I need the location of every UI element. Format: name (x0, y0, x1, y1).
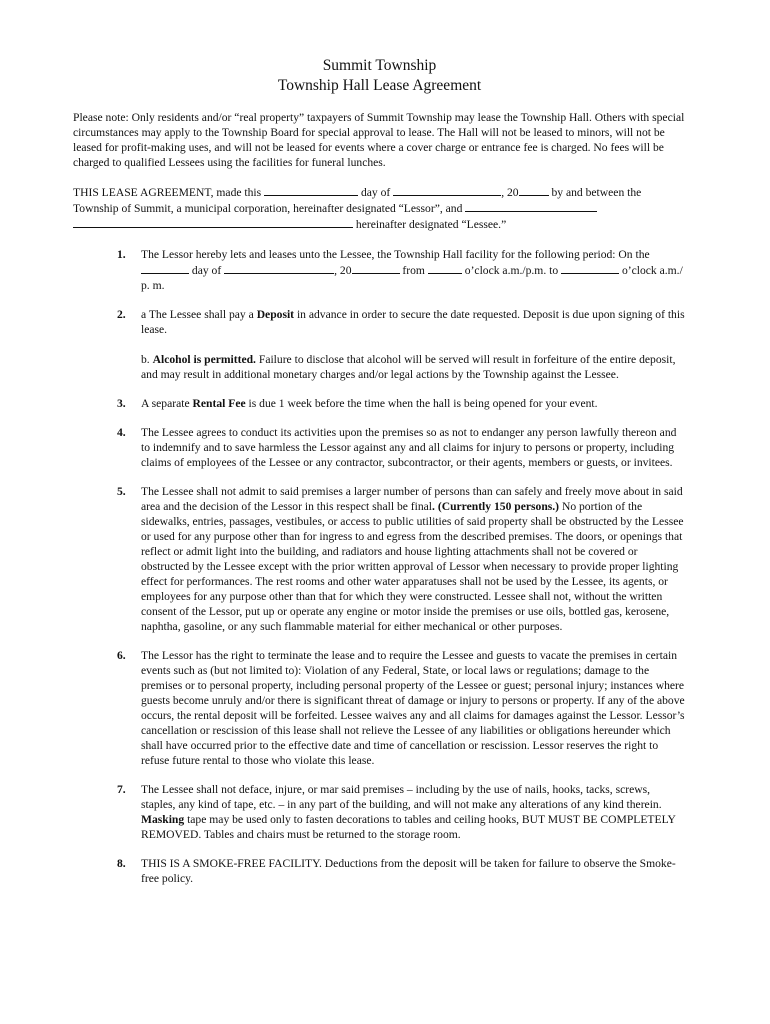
masking-term: Masking (141, 813, 185, 826)
clause-5 (117, 484, 686, 634)
lease-date-year-blank[interactable] (519, 184, 549, 196)
clause-2b-text: Failure to disclose that alcohol will be served will result in forfeiture of the entire deposit, and may result in additional monetary charges and/or legal actions by the Township against the Lessee. (141, 353, 676, 381)
clause-number: 8. (117, 857, 126, 870)
eligibility-note: Please note: Only residents and/or “real property” taxpayers of Summit Township may lease the Township Hall. Others with special circumstances may apply to the Township Board for special approval to lease. The Hall will not be leased to minors, will not be leased for profit-making uses, and will not be leased for events where a cover charge or entrance fee is charged. No fees will be charged to qualified Lessees using the facilities for funeral lunches. (73, 111, 685, 169)
clause-1-text-1: The Lessor hereby lets and leases unto the Lessee, the Township Hall facility for the following period: On the (141, 248, 650, 261)
document-title-agreement: Township Hall Lease Agreement (277, 77, 482, 94)
parties-text-4: by and between the Township of Summit, a municipal corporation, hereinafter designated “Lessor”, and (73, 186, 642, 215)
clause-body (141, 307, 686, 382)
clause-body: THIS IS A SMOKE-FREE FACILITY. Deductions from the deposit will be taken for failure to observe the Smoke-free policy. (141, 857, 676, 885)
parties-text-2: day of (360, 186, 391, 199)
clause-6 (117, 648, 686, 768)
clause-number: 3. (117, 397, 126, 410)
clause-7 (117, 782, 686, 842)
clause-body: The Lessor has the right to terminate the lease and to require the Lessee and guests to vacate the premises in certain events such as (but not limited to): Violation of any Federal, State, or local laws or regulations; damage to the premises or to personal property, including personal property of the Lessee or guest; personal injury; instances where guests become unruly and/or there is significant threat of damage or injury to persons or property. If any of the above occurs, the rental deposit will be forfeited. Lessee waives any and all claims for damages against the Lessor. Lessor’s cancellation or rescission of this lease shall not relieve the Lessee of any liabilities or obligations hereunder which shall have occurred prior to the effective date and time of cancellation or rescission. Lessor reserves the right to refuse future rental to those who violate this lease. (141, 649, 685, 767)
clause-1-text-2: day of (191, 264, 222, 277)
parties-paragraph (73, 184, 686, 232)
parties-text-1: THIS LEASE AGREEMENT, made this (73, 186, 262, 199)
alcohol-term: Alcohol is permitted. (152, 353, 256, 366)
clause-8 (117, 856, 686, 886)
clause-number: 5. (117, 485, 126, 498)
event-year-blank[interactable] (352, 262, 400, 274)
clause-7-text-rest: tape may be used only to fasten decorations to tables and ceiling hooks, BUT MUST BE COMPLETELY REMOVED. Tables and chairs must be returned to the storage room. (141, 813, 676, 841)
clause-number: 6. (117, 649, 126, 662)
lessee-name-blank-2[interactable] (73, 216, 353, 228)
clause-1-text-4: from (402, 264, 425, 277)
clause-3 (117, 396, 686, 411)
clause-body (141, 396, 686, 411)
deposit-term: Deposit (256, 308, 295, 321)
parties-text-5: hereinafter designated “Lessee.” (355, 218, 507, 231)
clause-1-text-6: o’clock a.m./ p. m. (141, 264, 683, 292)
clause-body (141, 484, 686, 634)
clause-body (141, 247, 686, 293)
clause-number: 7. (117, 783, 126, 796)
rental-fee-term: Rental Fee (192, 397, 246, 410)
lease-date-day-blank[interactable] (264, 184, 358, 196)
event-day-blank[interactable] (141, 262, 189, 274)
capacity-term: . (Currently 150 persons.) (432, 500, 560, 513)
clause-number: 1. (117, 248, 126, 261)
parties-text-3: , 20 (501, 186, 519, 199)
clause-4 (117, 425, 686, 470)
clause-5-text-rest: No portion of the sidewalks, entries, passages, vestibules, or access to public utilities of said property shall be obstructed by the Lessee or used for any purpose other than for ingress to and egress from the described premises. The doors, or openings that reflect or admit light into the building, and radiators and house lighting attachments shall not be covered or obstructed by the Lessee except with the prior written approval of Lessor when necessary to provide proper lighting effect for performances. The rest rooms and other water apparatuses shall not be used by the Lessee, its agents, or employees for any purpose other than that for which they were constructed. Lessee shall not, without the written consent of the Lessor, put up or operate any engine or motor inside the premises or use oils, bottled gas, kerosene, naphtha, gasoline, or any such flammable material for either mechanical or other purposes. (141, 500, 684, 633)
lessee-name-blank-1[interactable] (465, 200, 597, 212)
clause-2a (141, 307, 686, 337)
clause-5-text: The Lessee shall not admit to said premises a larger number of persons than can safely and freely move about in said area and the decision of the Lessor in this respect shall be final (141, 485, 683, 513)
event-month-blank[interactable] (224, 262, 334, 274)
document-title-township: Summit Township (322, 57, 437, 74)
lease-date-month-blank[interactable] (393, 184, 501, 196)
clause-7-text: The Lessee shall not deface, injure, or mar said premises – including by the use of nails, hooks, tacks, screws, staples, any kind of tape, etc. – in any part of the building, and will not make any alterations of any kind therein. (141, 783, 662, 811)
clause-2b-label: b. (141, 353, 153, 366)
end-time-blank[interactable] (561, 262, 619, 274)
clause-1-text-3: , 20 (334, 264, 352, 277)
start-time-blank[interactable] (428, 262, 462, 274)
clause-1-text-5: o’clock a.m./p.m. to (464, 264, 559, 277)
clause-3-text-rest: is due 1 week before the time when the hall is being opened for your event. (245, 397, 598, 410)
clause-body (141, 782, 686, 842)
clause-2a-text: a The Lessee shall pay a (141, 308, 257, 321)
clause-number: 2. (117, 308, 126, 321)
clause-body: The Lessee agrees to conduct its activities upon the premises so as not to endanger any person lawfully thereon and to indemnify and to save harmless the Lessor against any and all claims for injury to persons or property, including claims of employees of the Lessee or any contractor, subcontractor, or their agents, members or guests, or invitees. (141, 426, 677, 469)
clause-2 (117, 307, 686, 382)
clause-2b (141, 352, 686, 382)
clause-1 (117, 247, 686, 293)
clause-3-text: A separate (141, 397, 193, 410)
clause-2a-text-rest: in advance in order to secure the date requested. Deposit is due upon signing of this lease. (141, 308, 685, 336)
clause-number: 4. (117, 426, 126, 439)
